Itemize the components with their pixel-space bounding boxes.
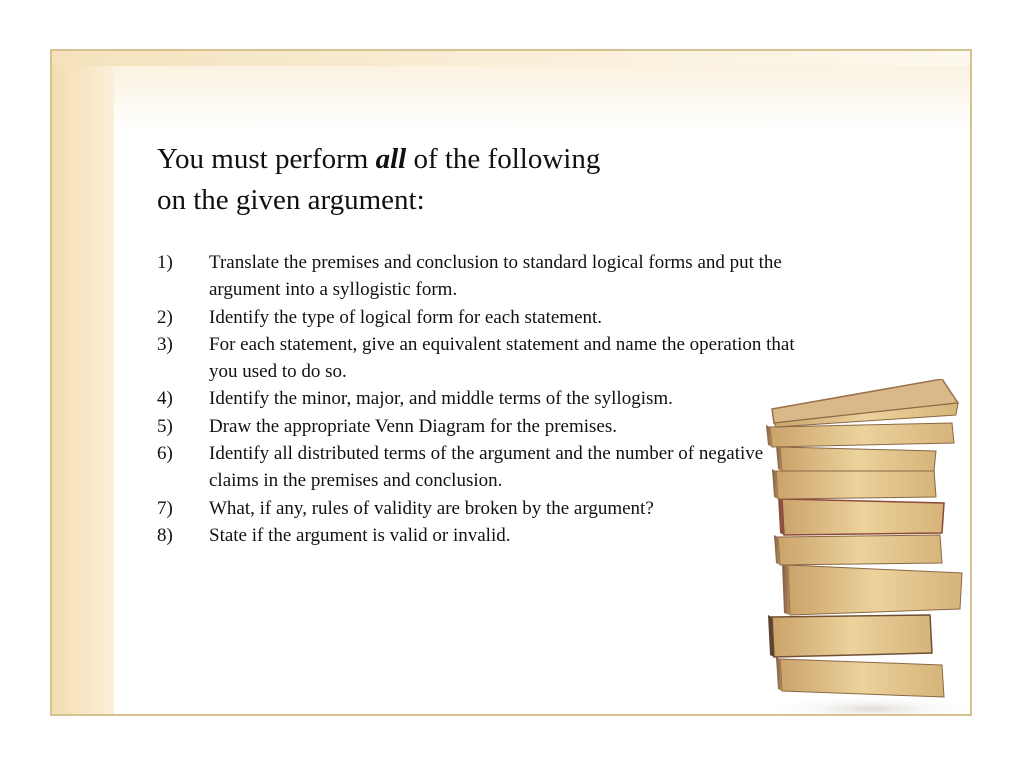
book-icon bbox=[766, 423, 954, 447]
task-item bbox=[157, 495, 797, 522]
task-item bbox=[157, 249, 797, 304]
slide-frame bbox=[50, 49, 972, 716]
task-text: Identify all distributed terms of the argument and the number of negative claims in the premises and conclusion. bbox=[209, 443, 764, 492]
book-stack-image bbox=[762, 379, 972, 716]
task-item bbox=[157, 385, 797, 412]
task-number: 8) bbox=[157, 524, 173, 546]
task-number: 4) bbox=[157, 388, 173, 410]
book-icon bbox=[772, 379, 958, 427]
heading-line-2: on the given argument: bbox=[157, 184, 425, 216]
task-text: State if the argument is valid or invalid. bbox=[209, 524, 511, 546]
book-icon bbox=[778, 497, 944, 535]
task-text: Identify the minor, major, and middle terms of the syllogism. bbox=[209, 388, 673, 410]
task-item bbox=[157, 304, 797, 331]
task-number: 3) bbox=[157, 333, 173, 355]
task-item bbox=[157, 522, 797, 549]
book-icon bbox=[782, 563, 962, 615]
task-item bbox=[157, 413, 797, 440]
top-accent-band bbox=[52, 51, 970, 66]
heading-text-start: You must perform bbox=[157, 143, 376, 175]
task-text: Identify the type of logical form for each statement. bbox=[209, 306, 603, 328]
slide-content bbox=[157, 139, 797, 549]
task-text: Translate the premises and conclusion to standard logical forms and put the argument into a syllogistic form. bbox=[209, 252, 782, 301]
heading-emphasis: all bbox=[375, 143, 407, 175]
book-icon bbox=[772, 469, 936, 499]
task-text: What, if any, rules of validity are broken by the argument? bbox=[209, 497, 654, 519]
book-icon bbox=[776, 657, 944, 697]
book-icon bbox=[776, 445, 936, 471]
task-text: Draw the appropriate Venn Diagram for the premises. bbox=[209, 415, 618, 437]
task-number: 1) bbox=[157, 252, 173, 273]
book-icon bbox=[774, 535, 942, 565]
task-number: 6) bbox=[157, 443, 173, 465]
slide-heading bbox=[157, 139, 797, 221]
task-list bbox=[157, 249, 797, 549]
task-number: 5) bbox=[157, 415, 173, 437]
task-item bbox=[157, 440, 797, 495]
book-icon bbox=[768, 615, 932, 657]
task-number: 7) bbox=[157, 497, 173, 519]
task-text: For each statement, give an equivalent statement and name the operation that you used to do so. bbox=[209, 333, 795, 383]
task-number: 2) bbox=[157, 306, 173, 328]
book-shadow bbox=[762, 695, 972, 716]
heading-text-end: of the following bbox=[406, 143, 601, 175]
task-item bbox=[157, 331, 797, 386]
